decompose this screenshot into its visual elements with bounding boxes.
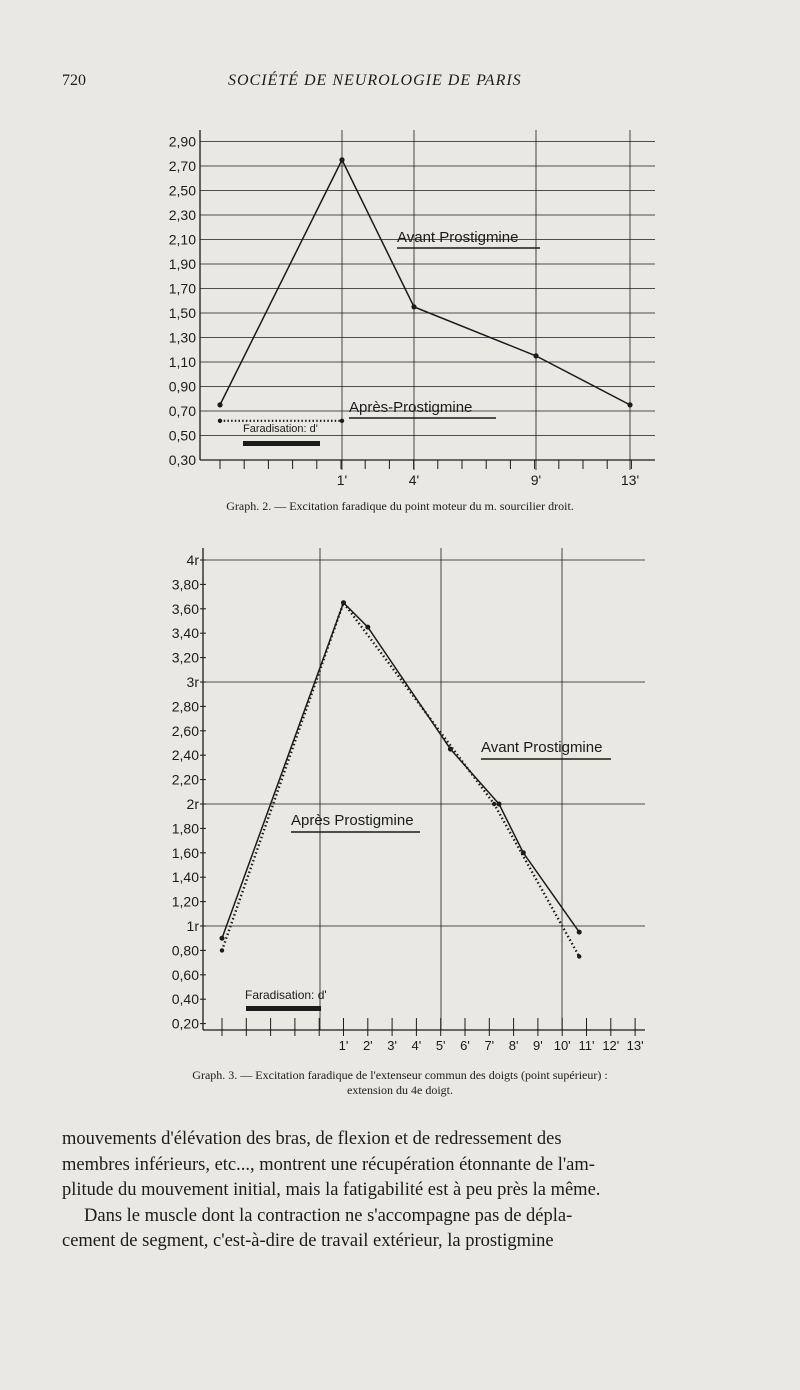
graph-3-y-tick-label: 0,40 (171, 991, 199, 1008)
graph-2-caption: Graph. 2. — Excitation faradique du point moteur du m. sourcilier droit. (226, 499, 574, 513)
graph-3-series (220, 600, 582, 959)
graph-3-y-tick-label: 0,80 (171, 942, 199, 959)
graph-3-x-tick-label: 8' (508, 1038, 519, 1053)
graph-2-x-tick-label: 9' (530, 472, 542, 488)
body-line-2: membres inférieurs, etc..., montrent une récupération étonnante de l'am- (62, 1154, 595, 1175)
graph-2-point-apres (218, 419, 222, 423)
graph-2-y-tick-label: 2,90 (168, 133, 196, 150)
graph-3-y-tick-label: 4r (186, 552, 199, 568)
graph-3-series-avant-line (222, 603, 579, 939)
graph-2-y-tick-label: 1,90 (168, 256, 196, 272)
page-header (0, 70, 800, 100)
graph-3-x-tick-label: 5' (435, 1038, 446, 1053)
graph-2 (0, 110, 800, 490)
graph-3-series-apres-line (222, 603, 579, 957)
graph-3-y-axis (172, 552, 206, 1032)
graph-3-x-tick-label: 6' (460, 1038, 470, 1053)
graph-3-faradisation-label: Faradisation: d' (245, 988, 327, 1002)
graph-2-y-axis (169, 134, 196, 469)
graph-3-point-avant (577, 930, 582, 935)
graph-2-y-tick-label: 0,90 (168, 378, 196, 395)
graph-3-x-tick-label: 13' (626, 1038, 644, 1053)
graph-2-y-tick-label: 1,70 (168, 280, 196, 297)
graph-3-y-tick-label: 0,20 (171, 1015, 199, 1032)
graph-2-faradisation-label: Faradisation: d' (243, 423, 318, 435)
graph-2-point-avant (533, 353, 538, 358)
graph-2-series-avant-line (220, 160, 630, 405)
graph-2-y-tick-label: 0,30 (168, 452, 196, 468)
graph-3-point-avant (365, 625, 370, 630)
graph-3-x-tick-label: 4' (411, 1038, 422, 1053)
graph-3-x-tick-label: 10' (553, 1038, 571, 1053)
graph-2-y-tick-label: 0,70 (168, 403, 196, 419)
graph-3 (0, 530, 800, 1053)
graph-3-x-tick-label: 12' (602, 1038, 620, 1053)
graph-2-y-tick-label: 1,50 (168, 305, 196, 321)
graph-2-point-apres (340, 419, 344, 423)
body-text (62, 1127, 738, 1255)
graph-3-point-apres (341, 601, 345, 605)
graph-3-point-apres (577, 954, 581, 958)
graph-3-caption (0, 1068, 800, 1098)
graph-3-x-tick-label: 2' (362, 1038, 373, 1053)
graph-2-y-tick-label: 0,50 (168, 427, 196, 444)
page-number: 720 (62, 72, 86, 89)
graph-2-apres-label: Après-Prostigmine (349, 399, 473, 416)
body-line-3: plitude du mouvement initial, mais la fatigabilité est à peu près la même. (62, 1180, 601, 1200)
graph-2-y-tick-label: 1,30 (168, 329, 196, 346)
graph-3-y-tick-label: 2,20 (171, 771, 199, 788)
graph-3-y-tick-label: 3,80 (171, 576, 199, 593)
graph-3-caption-line-2: extension du 4e doigt. (347, 1083, 453, 1097)
graph-3-y-tick-label: 1,20 (171, 893, 199, 910)
graph-2-y-tick-label: 2,70 (168, 158, 196, 174)
graph-3-point-avant (497, 802, 502, 807)
graph-3-y-tick-label: 2,80 (171, 698, 199, 715)
graph-2-point-avant (339, 157, 344, 162)
graph-3-x-tick-label: 9' (533, 1038, 543, 1053)
graph-3-point-apres (492, 802, 496, 806)
graph-3-x-tick-label: 1' (338, 1038, 349, 1053)
graph-3-x-axis (339, 1038, 644, 1053)
graph-2-grid (200, 130, 655, 470)
graph-3-y-tick-label: 1,40 (171, 869, 199, 886)
graph-3-y-tick-label: 2r (186, 796, 199, 812)
graph-3-y-tick-label: 1,60 (171, 844, 199, 861)
graph-2-avant-label: Avant Prostigmine (397, 229, 519, 246)
graph-3-y-tick-label: 2,40 (171, 747, 199, 764)
graph-3-x-tick-label: 3' (387, 1038, 397, 1053)
graph-2-x-axis (337, 472, 639, 488)
graph-2-series (217, 157, 632, 423)
body-line-1: mouvements d'élévation des bras, de flexion et de redressement des (62, 1129, 562, 1149)
graph-3-grid (203, 548, 645, 1036)
graph-2-y-tick-label: 2,50 (168, 182, 196, 199)
graph-3-y-tick-label: 3,20 (171, 649, 199, 666)
graph-3-point-apres (220, 948, 224, 952)
graph-3-y-tick-label: 2,60 (171, 722, 199, 739)
graph-2-point-avant (217, 402, 222, 407)
graph-3-y-tick-label: 1,80 (171, 820, 199, 837)
graph-3-avant-label: Avant Prostigmine (481, 739, 603, 756)
graph-2-y-tick-label: 2,10 (168, 231, 196, 248)
graph-2-point-avant (411, 304, 416, 309)
graph-2-faradisation-bar (243, 441, 320, 446)
graph-2-y-tick-label: 2,30 (168, 207, 196, 223)
graph-3-x-tick-label: 7' (484, 1038, 495, 1053)
graph-2-y-tick-label: 1,10 (168, 354, 196, 370)
graph-2-x-tick-label: 13' (620, 472, 640, 488)
running-head: SOCIÉTÉ DE NEUROLOGIE DE PARIS (228, 72, 522, 89)
graph-2-x-tick-label: 4' (408, 472, 420, 488)
graph-3-caption-line-1: Graph. 3. — Excitation faradique de l'extenseur commun des doigts (point supérieur) : (192, 1068, 608, 1082)
graph-3-y-tick-label: 0,60 (171, 966, 199, 983)
graph-3-y-tick-label: 3,40 (171, 625, 199, 642)
body-line-4: Dans le muscle dont la contraction ne s'accompagne pas de dépla- (84, 1205, 573, 1226)
graph-3-apres-label: Après Prostigmine (291, 812, 414, 829)
graph-2-point-avant (627, 402, 632, 407)
graph-3-x-tick-label: 11' (578, 1038, 595, 1053)
graph-2-x-tick-label: 1' (336, 472, 348, 488)
graph-3-y-tick-label: 3,60 (171, 600, 199, 617)
graph-3-y-tick-label: 1r (186, 918, 199, 934)
graph-3-faradisation-bar (246, 1006, 321, 1011)
graph-3-y-tick-label: 3r (186, 674, 199, 690)
graph-3-point-avant (220, 936, 225, 941)
body-line-5: cement de segment, c'est-à-dire de travail extérieur, la prostigmine (62, 1231, 554, 1251)
